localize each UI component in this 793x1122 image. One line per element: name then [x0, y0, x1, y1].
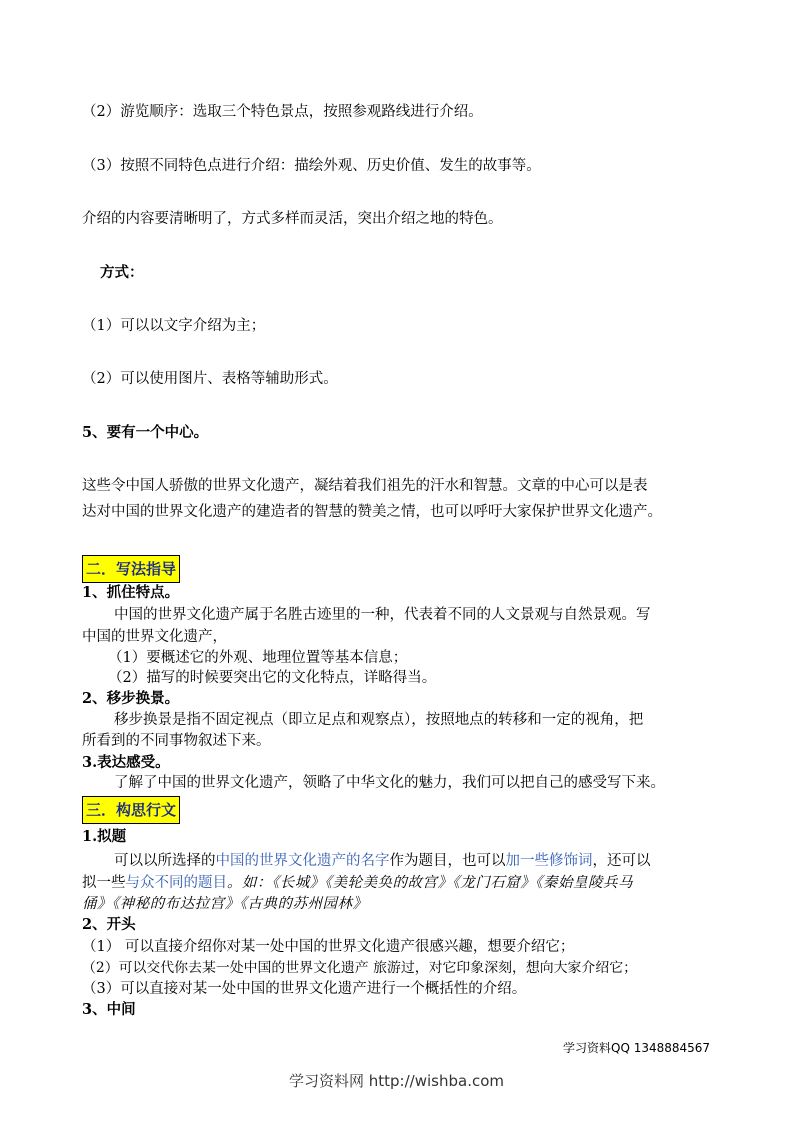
text-run: 可以以所选择的 — [114, 853, 216, 869]
features-paragraph-line-2: 中国的世界文化遗产， — [82, 629, 227, 645]
opening-item-1: （1） 可以直接介绍你对某一处中国的世界文化遗产很感兴趣，想要介绍它； — [82, 939, 575, 955]
text-run: 拟一些 — [82, 875, 126, 891]
highlight-modifier: 加一些修饰词 — [505, 853, 593, 869]
heading-have-center: 5、要有一个中心。 — [82, 424, 209, 441]
heading-title-draft: 1.拟题 — [82, 828, 127, 845]
heading-opening: 2、开头 — [82, 916, 136, 933]
text-run: ，还可以 — [592, 853, 651, 869]
opening-item-2: （2）可以交代你去某一处中国的世界文化遗产 旅游过，对它印象深刻，想向大家介绍它； — [82, 960, 637, 976]
title-paragraph-line-1 — [114, 851, 651, 871]
express-feelings-paragraph: 了解了中国的世界文化遗产，领略了中华文化的魅力，我们可以把自己的感受写下来。 — [114, 775, 665, 791]
title-paragraph-line-3: 俑》《神秘的布达拉宫》《古典的苏州园林》 — [82, 896, 368, 912]
section-composition-title: 三．构思行文 — [82, 796, 180, 824]
intro-paragraph: 介绍的内容要清晰明了，方式多样而灵活，突出介绍之地的特色。 — [82, 211, 503, 227]
heading-middle: 3、中间 — [82, 1001, 136, 1018]
footer-qq: 学习资料QQ 1348884567 — [563, 1041, 711, 1055]
method-item-1: （1）可以以文字介绍为主； — [82, 318, 266, 334]
text-run: 。如：《长城》《美轮美奂的故宫》《龙门石窟》《秦始皇陵兵马 — [227, 875, 633, 891]
section-writing-guide-title: 二．写法指导 — [82, 555, 180, 583]
move-scene-line-2: 所看到的不同事物叙述下来。 — [82, 733, 271, 749]
highlight-heritage-name: 中国的世界文化遗产的名字 — [215, 853, 390, 869]
text-run: 作为题目，也可以 — [389, 853, 506, 869]
center-paragraph-line-2: 达对中国的世界文化遗产的建造者的智慧的赞美之情，也可以呼吁大家保护世界文化遗产。 — [82, 504, 662, 520]
features-paragraph-line-1: 中国的世界文化遗产属于名胜古迹里的一种，代表着不同的人文景观与自然景观。写 — [114, 607, 651, 623]
heading-grasp-features: 1、抓住特点。 — [82, 584, 180, 601]
heading-move-scene: 2、移步换景。 — [82, 690, 180, 707]
move-scene-line-1: 移步换景是指不固定视点（即立足点和观察点），按照地点的转移和一定的视角，把 — [114, 712, 644, 728]
opening-item-3: （3）可以直接对某一处中国的世界文化遗产进行一个概括性的介绍。 — [82, 981, 527, 997]
title-paragraph-line-2 — [82, 873, 633, 893]
features-item-2: （2）描写的时候要突出它的文化特点，详略得当。 — [108, 670, 437, 686]
method-heading: 方式： — [100, 264, 144, 281]
footer-site: 学习资料网 http://wishba.com — [289, 1072, 504, 1090]
tour-order-item: （2）游览顺序：选取三个特色景点，按照参观路线进行介绍。 — [82, 104, 483, 120]
highlight-unique-title: 与众不同的题目 — [125, 875, 227, 891]
heading-express-feelings: 3.表达感受。 — [82, 754, 170, 771]
features-item-1: （1）要概述它的外观、地理位置等基本信息； — [108, 650, 408, 666]
feature-intro-item: （3）按照不同特色点进行介绍：描绘外观、历史价值、发生的故事等。 — [82, 158, 541, 174]
method-item-2: （2）可以使用图片、表格等辅助形式。 — [82, 371, 338, 387]
center-paragraph-line-1: 这些令中国人骄傲的世界文化遗产，凝结着我们祖先的汗水和智慧。文章的中心可以是表 — [82, 478, 648, 494]
